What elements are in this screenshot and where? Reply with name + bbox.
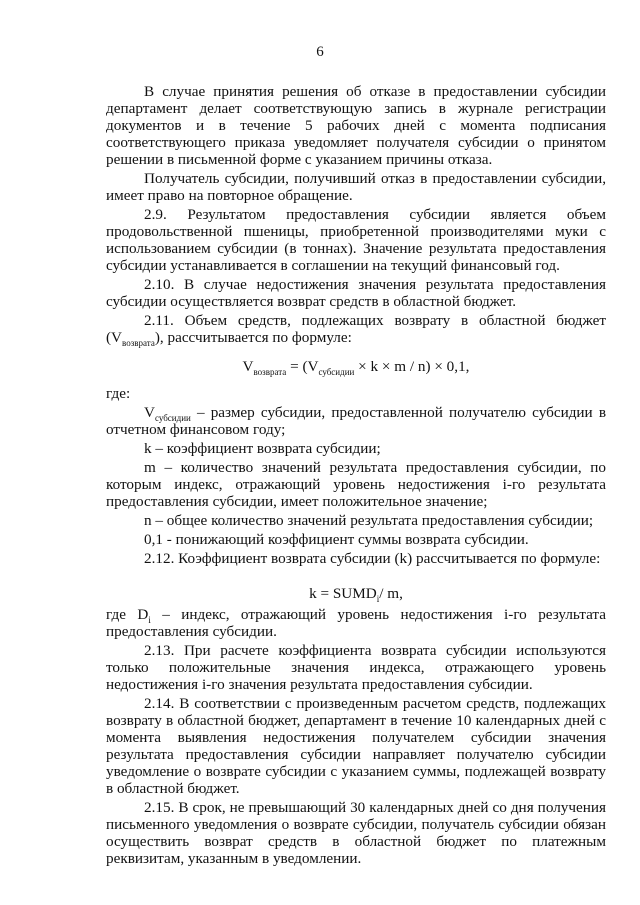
paragraph-2-11-text-b: ), рассчитывается по формуле: xyxy=(154,329,352,346)
definition-d-pre: где D xyxy=(106,606,149,623)
paragraph-2-15: 2.15. В срок, не превышающий 30 календарных дней со дня получения письменного уведомления о возврате субсидии, получатель субсидии обязан осуществить возврат средств в областной бюджет по платежным реквизитам, указанным в уведомлении. xyxy=(106,799,606,867)
formula-rest: × k × m / n) × 0,1, xyxy=(354,358,470,375)
paragraph-2-14: 2.14. В соответствии с произведенным расчетом средств, подлежащих возврату в областной бюджет, департамент в течение 10 календарных дней с момента выявления недостижения получателем субсидии значения результата предоставления субсидии направляет получателю субсидии уведомление о возврате субсидии с указанием суммы, подлежащей возврату в областной бюджет. xyxy=(106,695,606,797)
definition-v-symbol: V xyxy=(144,404,155,421)
paragraph-2-9: 2.9. Результатом предоставления субсидии является объем продовольственной пшеницы, приобретенной производителями муки с использованием субсидии (в тоннах). Значение результата предоставления субсидии устанавливается в соглашении на текущий финансовый год. xyxy=(106,206,606,274)
definition-coefficient-01: 0,1 - понижающий коэффициент суммы возврата субсидии. xyxy=(144,531,529,548)
where-label: где: xyxy=(106,385,131,402)
paragraph-2-12: 2.12. Коэффициент возврата субсидии (k) рассчитывается по формуле: xyxy=(144,550,601,567)
formula-mid-subscript: субсидии xyxy=(318,367,355,378)
formula2-pre: k = SUMD xyxy=(309,585,377,602)
formula-coefficient-k xyxy=(106,585,606,605)
definition-v-subscript: субсидии xyxy=(154,413,191,424)
definition-d-subscript: i xyxy=(148,615,151,626)
page-number: 6 xyxy=(316,44,324,60)
paragraph-2-11 xyxy=(106,312,606,349)
paragraph-reapply-right: Получатель субсидии, получивший отказ в предоставлении субсидии, имеет право на повторное обращение. xyxy=(106,170,606,204)
formula-eq: = (V xyxy=(286,358,319,375)
definition-n: n – общее количество значений результата предоставления субсидии; xyxy=(144,512,594,529)
paragraph-refusal-notice: В случае принятия решения об отказе в предоставлении субсидии департамент делает соответствующую запись в журнале регистрации документов и в течение 5 рабочих дней с момента подписания соответствующего приказа уведомляет получателя субсидии о принятом решении в письменной форме с указанием причины отказа. xyxy=(106,83,606,168)
definition-k: k – коэффициент возврата субсидии; xyxy=(144,440,381,457)
paragraph-2-13: 2.13. При расчете коэффициента возврата субсидии используются только положительные значения индекса, отражающего уровень недостижения i-го значения результата предоставления субсидии. xyxy=(106,642,606,693)
formula2-post: / m, xyxy=(379,585,403,602)
formula-lhs-subscript: возврата xyxy=(253,367,287,378)
formula-lhs: V xyxy=(242,358,254,375)
document-body xyxy=(106,83,606,869)
formula2-subscript: i xyxy=(376,594,380,605)
definition-v-text: – размер субсидии, предоставленной получателю субсидии в отчетном финансовом году; xyxy=(106,404,606,438)
definition-v-subsidy xyxy=(106,404,606,438)
subscript-vozvrata: возврата xyxy=(122,338,155,349)
paragraph-2-11-text-a: 2.11. Объем средств, подлежащих возврату в областной бюджет (V xyxy=(106,312,606,346)
definition-m: m – количество значений результата предоставления субсидии, по которым индекс, отражающий уровень недостижения i-го результата предоставления субсидии, имеет положительное значение; xyxy=(106,459,606,510)
formula-return-volume xyxy=(106,358,606,378)
definition-d-index xyxy=(106,606,606,640)
paragraph-2-10: 2.10. В случае недостижения значения результата предоставления субсидии осуществляется возврат средств в областной бюджет. xyxy=(106,276,606,310)
definition-d-post: – индекс, отражающий уровень недостижения i-го результата предоставления субсидии. xyxy=(106,606,606,640)
